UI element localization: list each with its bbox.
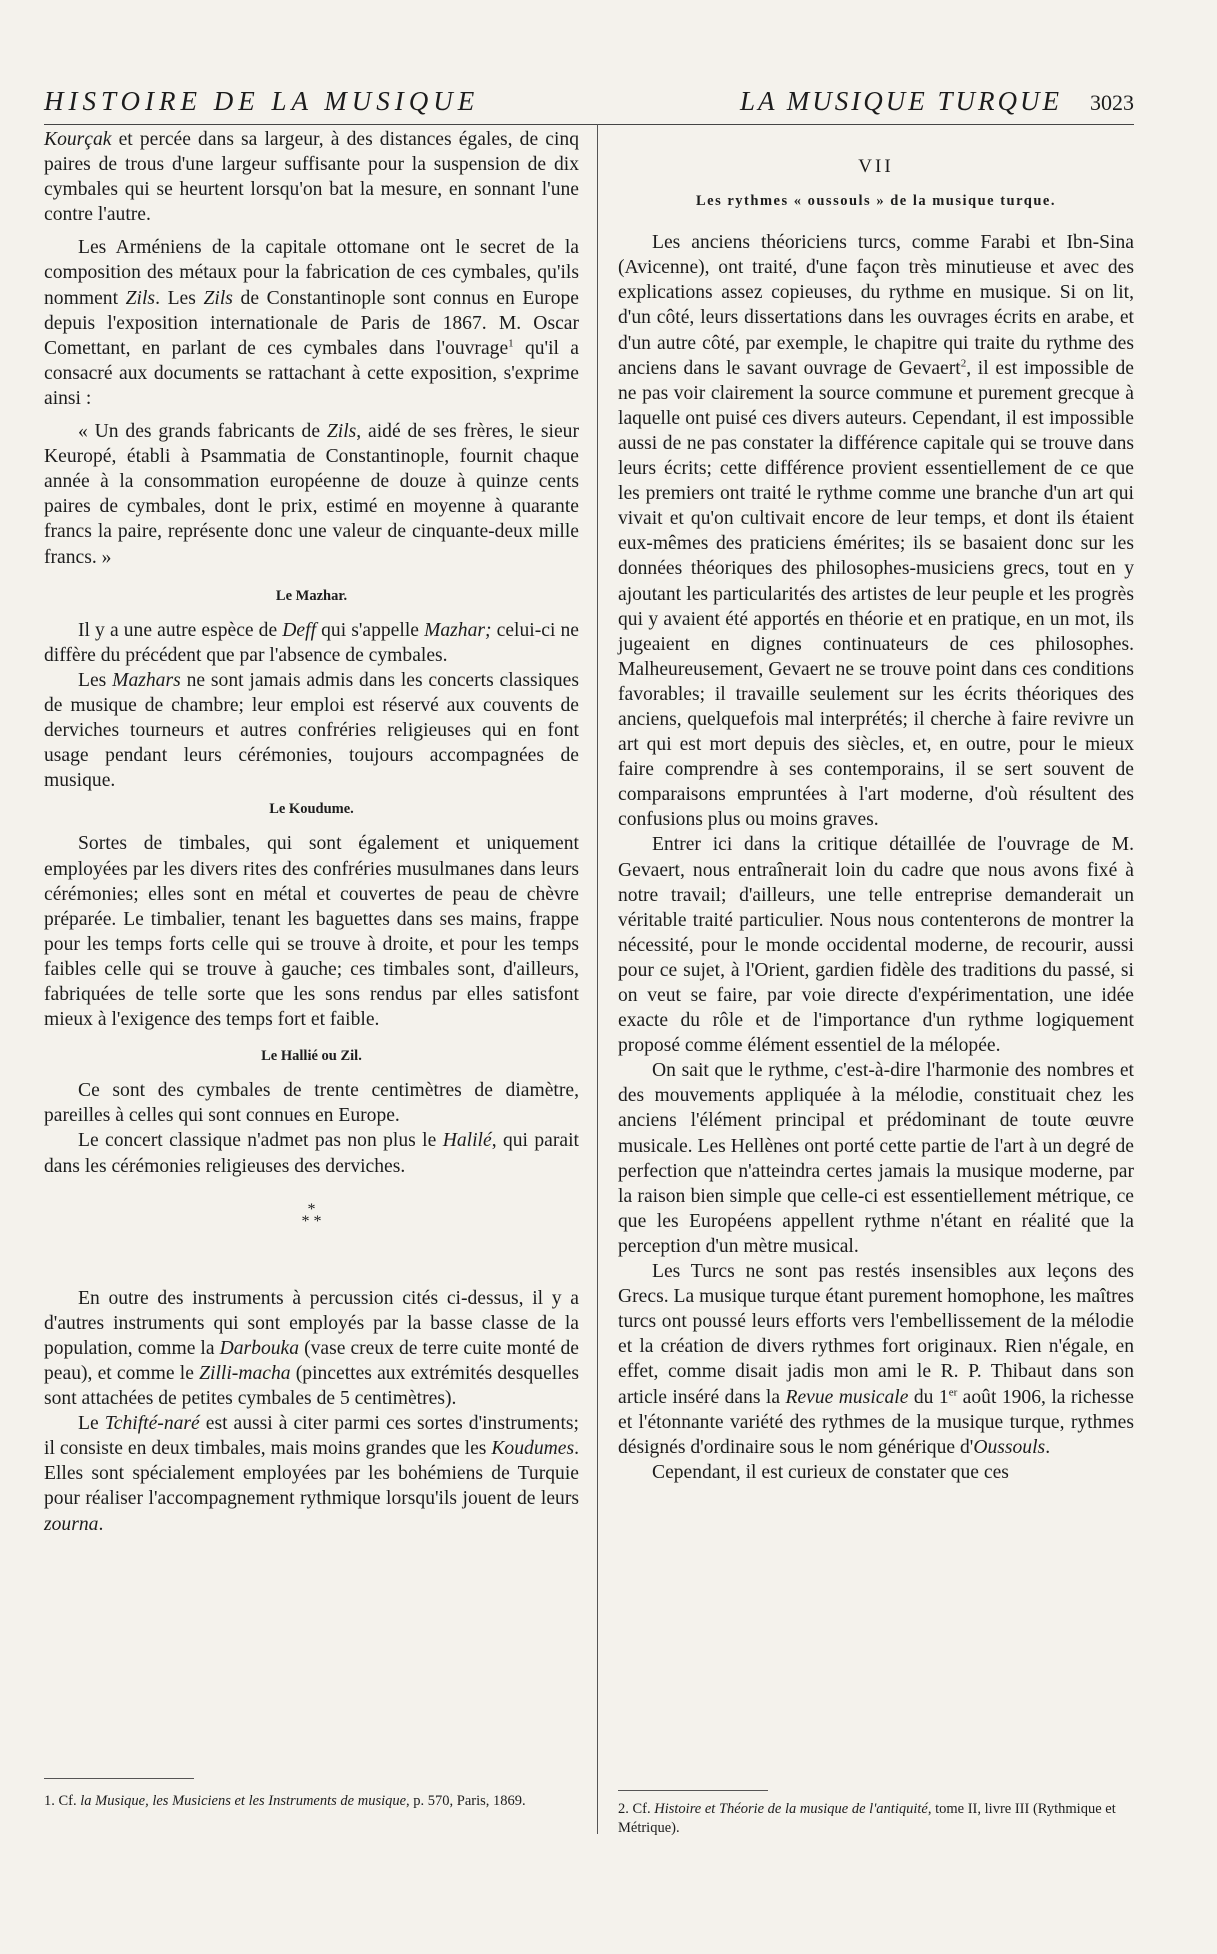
text-run: (pincettes aux extrémités desquelles sont attachées de petites cymbales de 5 centimètres). (44, 1362, 579, 1410)
footnote-marker: 1 (508, 337, 514, 350)
italic-term: Deff (282, 619, 317, 641)
text-run: , il est impossible de ne pas voir clairement la source commune et purement grecque à laquelle ont puisé ces divers auteurs. Cependant, il est impossible aussi de ne pas constater la différence capitale qui se trouve dans leurs écrits; cette différence provient essentiellement de ce que les premiers ont traité le rythme comme une branche d'un art qui vivait et qu'on cultivait encore de leur temps, et dont ils étaient eux-mêmes des praticiens émérites; ils se basaient donc sur les données théoriques des philosophes-musiciens grecs, tout en y ajoutant les particularités des artistes de leur peuple et les progrès qui y avaient été apportés en théorie et en pratique, en un mot, ils jugeaient en dignes continuateurs de ces philosophes. Malheureusement, Gevaert ne se trouve point dans ces conditions favorables; il travaille seulement sur les écrits théoriques des anciens, quelquefois mal interprétés; il cherche à faire revivre un art qui est mort depuis des siècles, et, en outre, pour le mieux faire comprendre à ses contemporains, il se sert souvent de comparaisons empruntées à l'art moderne, d'où résultent des confusions plus ou moins graves. (618, 357, 1134, 831)
header-rule (44, 124, 1134, 125)
italic-term: la Musique, les Musiciens et les Instruments de musique (80, 1793, 407, 1809)
subheading: Le Mazhar. (275, 587, 348, 604)
footnote-marker: 2 (960, 357, 967, 370)
paragraph (44, 1286, 579, 1411)
text-run: 2. Cf. (618, 1801, 655, 1817)
text-run: de Constantinople sont connus en Europe depuis l'exposition internationale de Paris de 1867. M. Oscar Comettant, en parlant de ces cymbales dans l'ouvrage (44, 287, 579, 359)
text-run: . (1045, 1436, 1051, 1458)
text-run: « Un des grands fabricants de (78, 421, 327, 443)
text-run: Le concert classique n'admet pas non plus le (78, 1130, 443, 1152)
italic-term: Koudumes (491, 1438, 575, 1460)
italic-term: Mazhars (112, 669, 181, 691)
italic-term: Zils (203, 287, 233, 309)
paragraph (618, 230, 1134, 832)
text-run: , p. 570, Paris, 1869. (406, 1793, 526, 1809)
text-run: Il y a une autre espèce de (78, 619, 283, 641)
footnote-1 (44, 1792, 579, 1811)
paragraph (618, 1259, 1134, 1460)
text-run: Les Turcs ne sont pas restés insensibles aux leçons des Grecs. La musique turque étant purement homophone, les maîtres turcs ont poussé leurs efforts vers l'embellissement de la mélodie et la création de divers rythmes fort originaux. Rien n'égale, en effet, comme disait jadis mon ami le R. P. Thibaut dans son article inséré dans la (618, 1261, 1134, 1408)
text-run: , aidé de ses frères, le sieur Keuropé, établi à Psammatia de Constantinople, fournit chaque année à la consommation européenne de douze à quinze cents paires de cymbales, dont le prix, estimé en moyenne à quarante francs la paire, représente donc une valeur de cinquante-deux mille francs. » (44, 421, 579, 568)
italic-term: Zils (326, 421, 357, 443)
italic-term: Zils (125, 287, 156, 309)
page-number: 3023 (1090, 90, 1134, 115)
subheading: Le Koudume. (269, 801, 354, 818)
paragraph: Entrer ici dans la critique détaillée de l'ouvrage de M. Gevaert, nous entraînerait loin du cadre que nous avons fixé à notre travail; d'ailleurs, une telle entreprise demanderait un véritable traité particulier. Nous nous contenterons de montrer la nécessité, pour le monde occidental moderne, de recourir, aussi pour ce sujet, à l'Orient, gardien fidèle des traditions du passé, si on veut se faire, par voie directe d'expérimentation, une idée exacte du rôle et de l'importance d'un rythme logiquement proposé comme élément essentiel de la mélopée. (618, 834, 1134, 1057)
text-run: et percée dans sa largeur, à des distances égales, de cinq paires de trous d'une largeur suffisante pour la suspension de dix cymbales qui se heurtent lorsqu'on bat la mesure, en sonnant l'une contre l'autre. (44, 129, 579, 226)
paragraph (44, 419, 579, 570)
column-divider (597, 124, 598, 1834)
section-break-asterisks: * * * (301, 1200, 322, 1230)
text-run: 1. Cf. (44, 1793, 81, 1809)
section-number: VII (858, 156, 894, 177)
paragraph (44, 1128, 579, 1178)
italic-term: Mazhar; (424, 619, 492, 641)
text-run: . Elles sont spécialement employées par les bohémiens de Turquie pour réaliser l'accompagnement rythmique lorsqu'ils jouent de leurs (44, 1438, 579, 1510)
text-run: , tome II, livre III (Rythmique et Métrique). (618, 1801, 1116, 1836)
left-column (44, 127, 579, 1537)
footnote-rule (618, 1790, 768, 1791)
text-run: ne sont jamais admis dans les concerts classiques de musique de chambre; leur emploi est réservé aux couvents de derviches tourneurs et autres confréries religieuses qui en font usage pendant leurs cérémonies, toujours accompagnées de musique. (44, 669, 579, 792)
text-run: . (98, 1513, 104, 1535)
footnote-2 (618, 1800, 1134, 1838)
paragraph (44, 127, 579, 227)
italic-term: Oussouls (973, 1436, 1046, 1458)
header-book-title: HISTOIRE DE LA MUSIQUE (44, 86, 480, 116)
footnote-rule (44, 1778, 194, 1779)
italic-term: zourna (44, 1513, 99, 1535)
text-run: . Les (155, 287, 204, 309)
italic-term: Zilli-macha (199, 1362, 291, 1384)
text-run: du 1 (908, 1386, 949, 1408)
text-run: août 1906, la richesse et l'étonnante variété des rythmes de la musique turque, rythmes désignés d'ordinaire sous le nom générique d' (618, 1386, 1135, 1458)
italic-term: Tchifté-naré (104, 1413, 200, 1435)
italic-term: Revue musicale (785, 1386, 909, 1408)
italic-term: Histoire et Théorie de la musique de l'antiquité (654, 1801, 928, 1817)
text-run: En outre des instruments à percussion cités ci-dessus, il y a d'autres instruments qui sont employés par la basse classe de la population, comme la (44, 1287, 579, 1359)
right-column (618, 127, 1134, 1485)
superscript: er (948, 1385, 958, 1398)
running-header (44, 86, 1134, 126)
text-run: celui-ci ne diffère du précédent que par l'absence de cymbales. (44, 619, 579, 666)
italic-term: Kourçak (44, 129, 112, 150)
text-run: Les (78, 669, 113, 691)
paragraph (44, 618, 579, 668)
paragraph (44, 1411, 579, 1536)
italic-term: Halilé (442, 1130, 492, 1152)
paragraph (44, 235, 579, 411)
paragraph: On sait que le rythme, c'est-à-dire l'harmonie des nombres et des mouvements appliquée à la mélodie, constituait chez les anciens l'élément principal et prédominant de toute œuvre musicale. Les Hellènes ont porté cette partie de l'art à un degré de perfection que n'atteindra certes jamais la musique moderne, par la raison bien simple que celle-ci est essentiellement métrique, ce que les Européens appellent rythme n'étant en réalité que la perception d'un mètre musical. (618, 1060, 1134, 1257)
text-run: (vase creux de terre cuite monté de peau), et comme le (44, 1337, 579, 1384)
paragraph (44, 668, 579, 793)
text-run: qu'il a consacré aux documents se rattachant à cette exposition, s'exprime ainsi : (44, 337, 579, 409)
subheading: Le Hallié ou Zil. (261, 1048, 362, 1065)
text-run: qui s'appelle (316, 619, 425, 641)
section-title: Les rythmes « oussouls » de la musique turque. (696, 193, 1056, 210)
paragraph: Cependant, il est curieux de constater que ces (652, 1461, 1009, 1483)
paragraph: Sortes de timbales, qui sont également et uniquement employées par les divers rites des confréries musulmanes dans leurs cérémonies; elles sont en métal et couvertes de peau de chèvre préparée. Le timbalier, tenant les baguettes dans ses mains, frappe pour les temps forts celle qui se trouve à droite, et pour les temps faibles celle qui se trouve à gauche; ces timbales sont, d'ailleurs, fabriquées de telle sorte que les sons rendus par elles satisfont mieux à l'exigence des temps fort et faible. (44, 833, 579, 1031)
text-run: Les anciens théoriciens turcs, comme Farabi et Ibn-Sina (Avicenne), ont traité, d'une façon très minutieuse et avec des explications assez copieuses, du rythme en musique. Si on lit, d'un côté, leurs dissertations dans les ouvrages écrits en arabe, et d'un autre côté, par exemple, le chapitre qui traite du rythme des anciens dans le savant ouvrage de Gevaert (618, 232, 1134, 379)
header-chapter-text: LA MUSIQUE TURQUE (740, 86, 1062, 116)
text-run: Le (78, 1413, 105, 1435)
header-chapter-title (740, 86, 1134, 117)
text-run: est aussi à citer parmi ces sortes d'instruments; il consiste en deux timbales, mais moins grandes que les (44, 1413, 579, 1460)
text-run: , qui parait dans les cérémonies religieuses des derviches. (44, 1130, 579, 1177)
text-run: Les Arméniens de la capitale ottomane ont le secret de la composition des métaux pour la fabrication de ces cymbales, qu'ils nomment (44, 237, 579, 309)
paragraph: Ce sont des cymbales de trente centimètres de diamètre, pareilles à celles qui sont connues en Europe. (44, 1080, 579, 1127)
italic-term: Darbouka (219, 1337, 300, 1359)
